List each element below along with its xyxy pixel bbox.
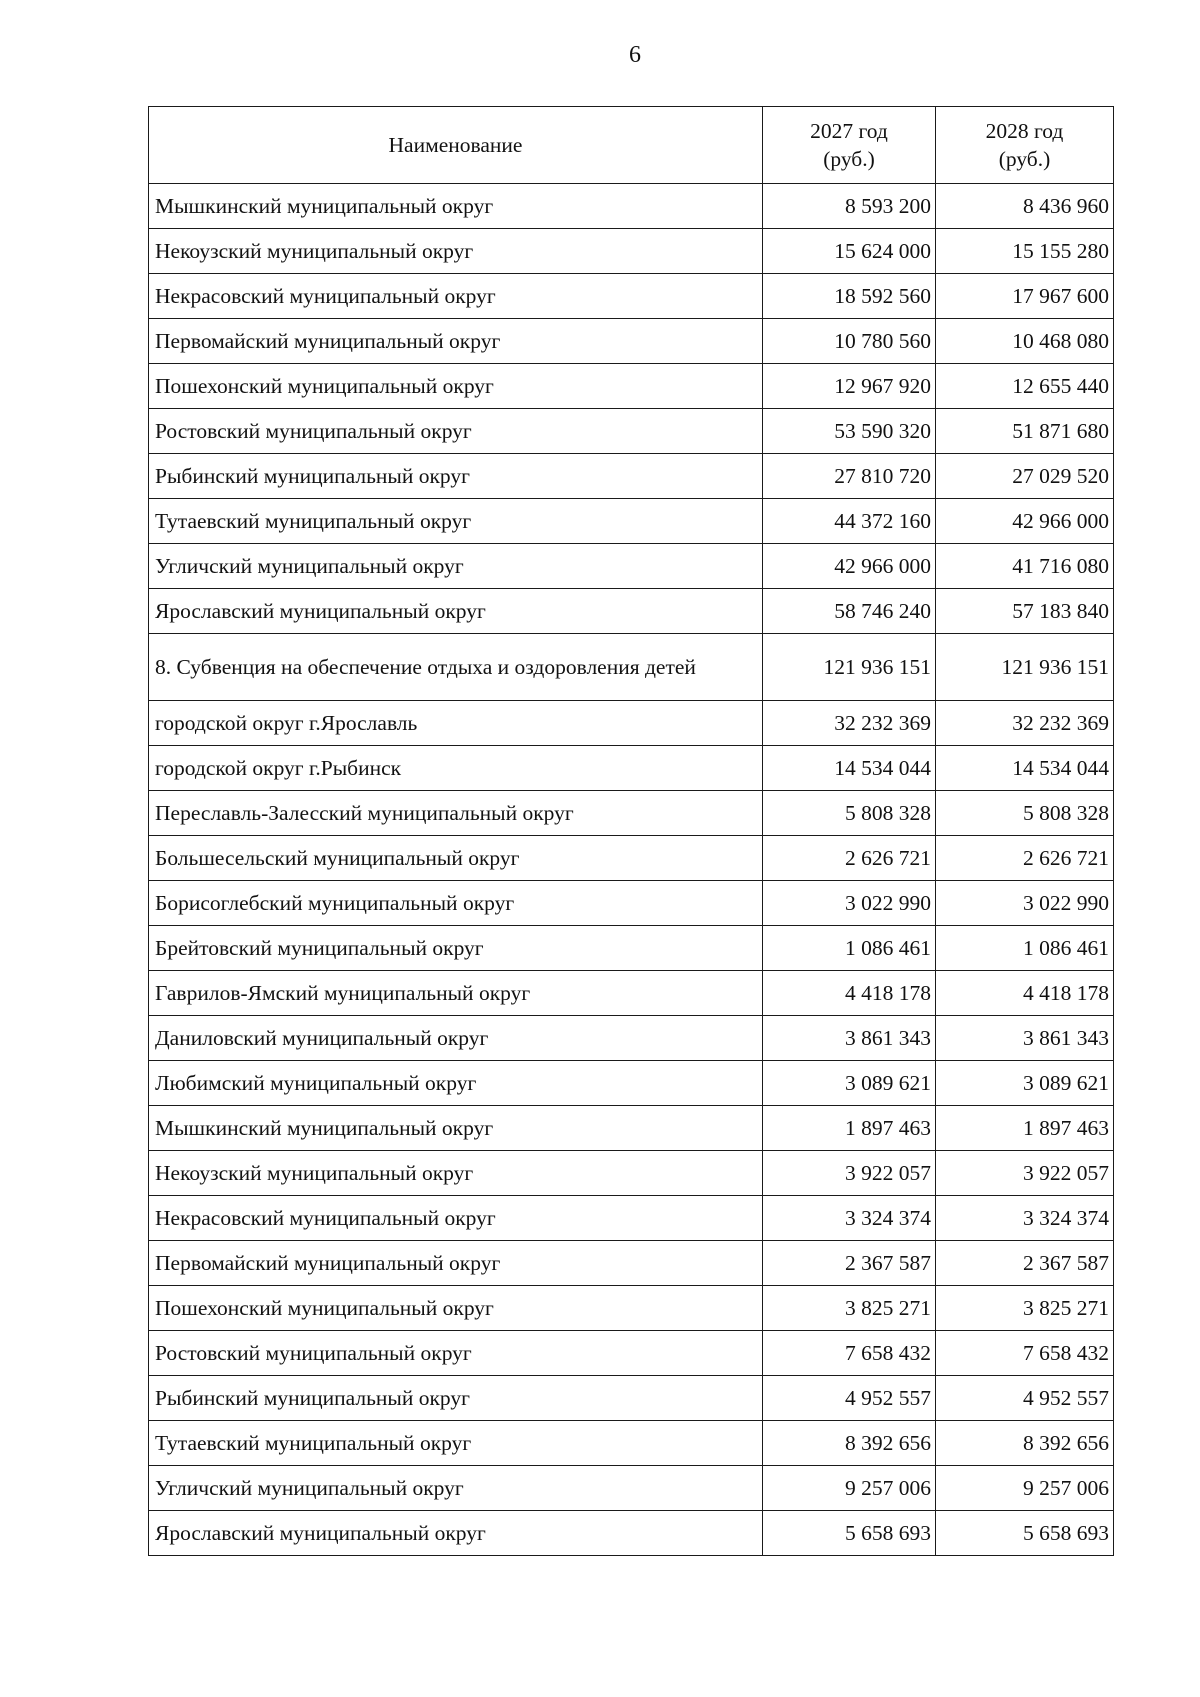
- row-value-2028-cell: 57 183 840: [936, 589, 1114, 634]
- row-value-2027-cell: 18 592 560: [763, 274, 936, 319]
- row-value-2027-cell: 1 897 463: [763, 1106, 936, 1151]
- row-name-cell: Брейтовский муниципальный округ: [149, 926, 763, 971]
- row-name-cell: Некрасовский муниципальный округ: [149, 1196, 763, 1241]
- table-row: [149, 1331, 1114, 1376]
- row-value-2028-cell: 41 716 080: [936, 544, 1114, 589]
- table-row: [149, 274, 1114, 319]
- table-row: [149, 746, 1114, 791]
- row-name-cell: Мышкинский муниципальный округ: [149, 1106, 763, 1151]
- row-name-cell: Угличский муниципальный округ: [149, 544, 763, 589]
- row-name-cell: Рыбинский муниципальный округ: [149, 454, 763, 499]
- table-row: [149, 836, 1114, 881]
- row-value-2028-cell: 3 922 057: [936, 1151, 1114, 1196]
- row-name-cell: Пошехонский муниципальный округ: [149, 364, 763, 409]
- row-name-cell: Угличский муниципальный округ: [149, 1466, 763, 1511]
- row-name-cell: Мышкинский муниципальный округ: [149, 184, 763, 229]
- row-value-2028-cell: 42 966 000: [936, 499, 1114, 544]
- row-name-cell: Рыбинский муниципальный округ: [149, 1376, 763, 1421]
- row-value-2028-cell: 3 324 374: [936, 1196, 1114, 1241]
- row-value-2028-cell: 8 392 656: [936, 1421, 1114, 1466]
- row-name-cell: Тутаевский муниципальный округ: [149, 1421, 763, 1466]
- column-header-2028: [936, 107, 1114, 184]
- table-row: [149, 1106, 1114, 1151]
- table-row: [149, 1196, 1114, 1241]
- row-value-2027-cell: 4 952 557: [763, 1376, 936, 1421]
- row-value-2028-cell: 2 367 587: [936, 1241, 1114, 1286]
- row-name-cell: Даниловский муниципальный округ: [149, 1016, 763, 1061]
- row-value-2028-cell: 9 257 006: [936, 1466, 1114, 1511]
- row-value-2028-cell: 4 418 178: [936, 971, 1114, 1016]
- row-name-cell: Некоузский муниципальный округ: [149, 229, 763, 274]
- row-value-2027-cell: 3 825 271: [763, 1286, 936, 1331]
- table-row: [149, 1466, 1114, 1511]
- row-value-2028-cell: 3 861 343: [936, 1016, 1114, 1061]
- row-value-2028-cell: 3 825 271: [936, 1286, 1114, 1331]
- table-row: [149, 589, 1114, 634]
- section-row: [149, 634, 1114, 701]
- row-name-cell: Ростовский муниципальный округ: [149, 1331, 763, 1376]
- row-value-2027-cell: 58 746 240: [763, 589, 936, 634]
- row-value-2028-cell: 8 436 960: [936, 184, 1114, 229]
- column-header-2027-unit: (руб.): [823, 147, 875, 171]
- row-name-cell: Переславль-Залесский муниципальный округ: [149, 791, 763, 836]
- row-name-cell: Ярославский муниципальный округ: [149, 589, 763, 634]
- row-value-2027-cell: 4 418 178: [763, 971, 936, 1016]
- row-name-cell: городской округ г.Рыбинск: [149, 746, 763, 791]
- row-name-cell: 8. Субвенция на обеспечение отдыха и оздоровления детей: [149, 634, 763, 701]
- table-row: [149, 1016, 1114, 1061]
- row-value-2028-cell: 17 967 600: [936, 274, 1114, 319]
- row-value-2027-cell: 3 922 057: [763, 1151, 936, 1196]
- row-name-cell: Борисоглебский муниципальный округ: [149, 881, 763, 926]
- row-name-cell: Некрасовский муниципальный округ: [149, 274, 763, 319]
- row-value-2027-cell: 121 936 151: [763, 634, 936, 701]
- row-value-2027-cell: 32 232 369: [763, 701, 936, 746]
- row-value-2027-cell: 53 590 320: [763, 409, 936, 454]
- row-value-2028-cell: 7 658 432: [936, 1331, 1114, 1376]
- table-row: [149, 364, 1114, 409]
- column-header-2028-unit: (руб.): [998, 147, 1051, 171]
- table-row: [149, 926, 1114, 971]
- row-value-2028-cell: 2 626 721: [936, 836, 1114, 881]
- table-row: [149, 881, 1114, 926]
- row-value-2028-cell: 14 534 044: [936, 746, 1114, 791]
- row-name-cell: Некоузский муниципальный округ: [149, 1151, 763, 1196]
- table-row: [149, 319, 1114, 364]
- table-row: [149, 409, 1114, 454]
- row-value-2027-cell: 44 372 160: [763, 499, 936, 544]
- table-row: [149, 1376, 1114, 1421]
- row-value-2028-cell: 32 232 369: [936, 701, 1114, 746]
- row-value-2027-cell: 10 780 560: [763, 319, 936, 364]
- table-row: [149, 701, 1114, 746]
- row-name-cell: Ростовский муниципальный округ: [149, 409, 763, 454]
- row-value-2028-cell: 121 936 151: [936, 634, 1114, 701]
- row-value-2027-cell: 3 089 621: [763, 1061, 936, 1106]
- row-value-2028-cell: 4 952 557: [936, 1376, 1114, 1421]
- row-value-2027-cell: 1 086 461: [763, 926, 936, 971]
- table-row: [149, 544, 1114, 589]
- row-value-2027-cell: 8 593 200: [763, 184, 936, 229]
- table-row: [149, 791, 1114, 836]
- table-row: [149, 229, 1114, 274]
- row-value-2028-cell: 5 808 328: [936, 791, 1114, 836]
- row-value-2028-cell: 15 155 280: [936, 229, 1114, 274]
- table-row: [149, 1151, 1114, 1196]
- column-header-2027: [763, 107, 936, 184]
- row-value-2027-cell: 2 626 721: [763, 836, 936, 881]
- column-header-2028-year: 2028 год: [985, 119, 1064, 143]
- row-value-2027-cell: 8 392 656: [763, 1421, 936, 1466]
- table-row: [149, 1286, 1114, 1331]
- row-value-2028-cell: 51 871 680: [936, 409, 1114, 454]
- row-value-2027-cell: 42 966 000: [763, 544, 936, 589]
- row-value-2027-cell: 27 810 720: [763, 454, 936, 499]
- row-value-2027-cell: 15 624 000: [763, 229, 936, 274]
- row-name-cell: Любимский муниципальный округ: [149, 1061, 763, 1106]
- row-value-2027-cell: 3 324 374: [763, 1196, 936, 1241]
- row-value-2027-cell: 14 534 044: [763, 746, 936, 791]
- row-value-2028-cell: 27 029 520: [936, 454, 1114, 499]
- table-row: [149, 454, 1114, 499]
- row-value-2027-cell: 5 658 693: [763, 1511, 936, 1556]
- row-name-cell: Большесельский муниципальный округ: [149, 836, 763, 881]
- row-value-2027-cell: 3 861 343: [763, 1016, 936, 1061]
- row-value-2028-cell: 10 468 080: [936, 319, 1114, 364]
- row-value-2028-cell: 1 086 461: [936, 926, 1114, 971]
- row-value-2028-cell: 5 658 693: [936, 1511, 1114, 1556]
- column-header-name: Наименование: [149, 107, 763, 184]
- row-name-cell: Пошехонский муниципальный округ: [149, 1286, 763, 1331]
- table-row: [149, 971, 1114, 1016]
- row-value-2027-cell: 5 808 328: [763, 791, 936, 836]
- table-row: [149, 184, 1114, 229]
- table-header-row: [149, 107, 1114, 184]
- row-value-2027-cell: 12 967 920: [763, 364, 936, 409]
- table-row: [149, 1511, 1114, 1556]
- table-body: [149, 184, 1114, 1556]
- row-name-cell: Ярославский муниципальный округ: [149, 1511, 763, 1556]
- table-row: [149, 499, 1114, 544]
- row-name-cell: Первомайский муниципальный округ: [149, 1241, 763, 1286]
- row-value-2027-cell: 9 257 006: [763, 1466, 936, 1511]
- row-value-2028-cell: 3 022 990: [936, 881, 1114, 926]
- page-number: 6: [629, 42, 641, 68]
- column-header-2027-year: 2027 год: [810, 119, 888, 143]
- row-value-2027-cell: 7 658 432: [763, 1331, 936, 1376]
- row-value-2028-cell: 1 897 463: [936, 1106, 1114, 1151]
- row-name-cell: Гаврилов-Ямский муниципальный округ: [149, 971, 763, 1016]
- row-value-2027-cell: 2 367 587: [763, 1241, 936, 1286]
- table-row: [149, 1421, 1114, 1466]
- row-value-2027-cell: 3 022 990: [763, 881, 936, 926]
- row-value-2028-cell: 3 089 621: [936, 1061, 1114, 1106]
- table-row: [149, 1061, 1114, 1106]
- row-name-cell: Первомайский муниципальный округ: [149, 319, 763, 364]
- row-name-cell: Тутаевский муниципальный округ: [149, 499, 763, 544]
- budget-table: [148, 106, 1114, 1556]
- table-row: [149, 1241, 1114, 1286]
- row-name-cell: городской округ г.Ярославль: [149, 701, 763, 746]
- row-value-2028-cell: 12 655 440: [936, 364, 1114, 409]
